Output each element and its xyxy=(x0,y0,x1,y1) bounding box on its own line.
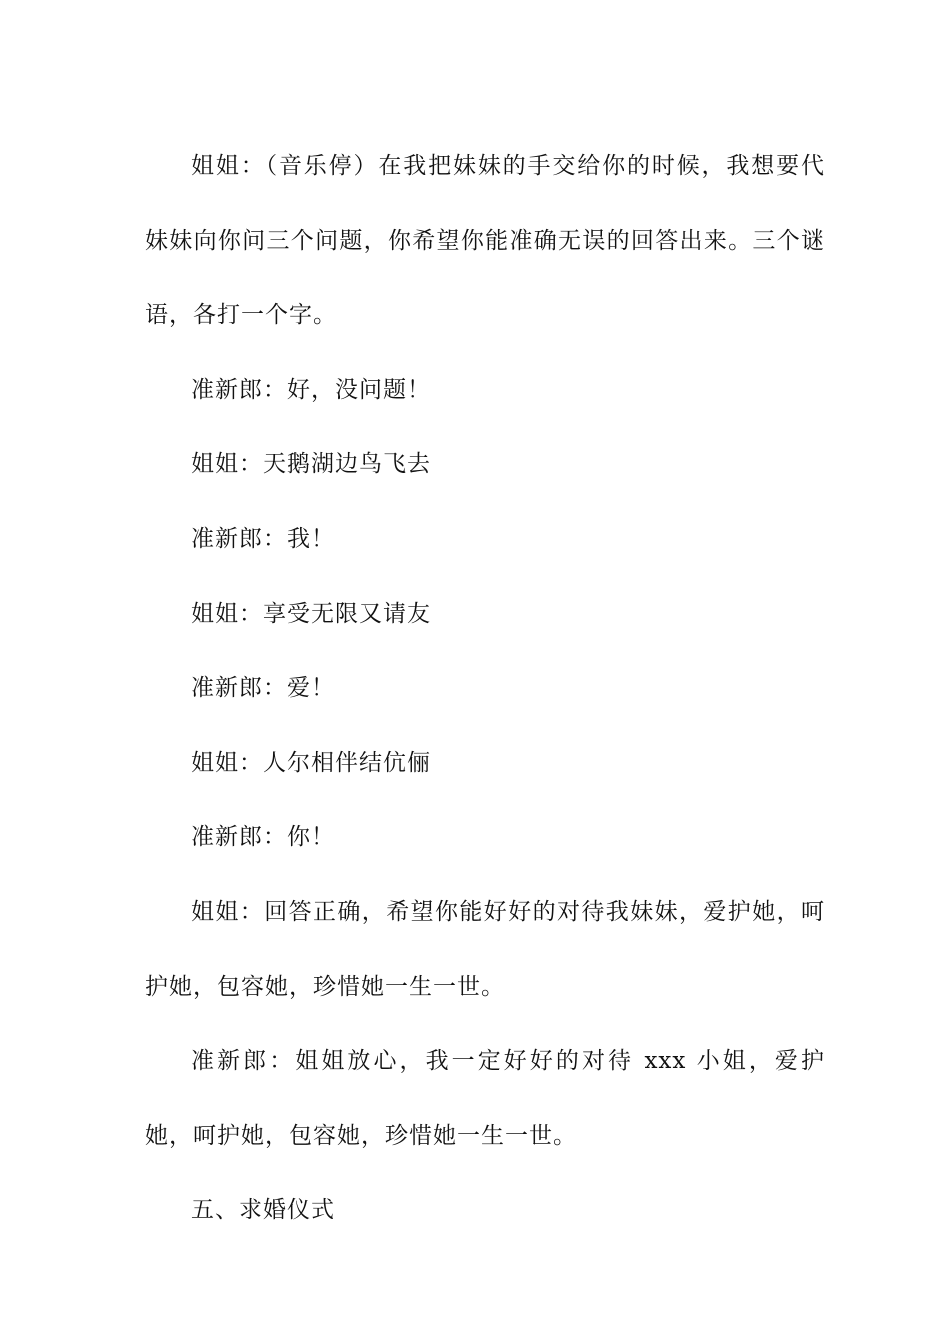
document-body xyxy=(145,129,825,1248)
paragraph-sister-blessing: 姐姐：回答正确，希望你能好好的对待我妹妹，爱护她，呵护她，包容她，珍惜她一生一世。 xyxy=(145,898,825,1000)
paragraph-riddle-1: 姐姐：天鹅湖边鸟飞去 xyxy=(191,451,431,478)
paragraph-groom-promise: 准新郎：姐姐放心，我一定好好的对待 xxx 小姐，爱护她，呵护她，包容她，珍惜她一生一世。 xyxy=(145,1048,825,1149)
paragraph-answer-1: 准新郎：我！ xyxy=(191,525,335,552)
paragraph-answer-3: 准新郎：你！ xyxy=(191,824,335,851)
paragraph-sister-questions: 姐姐：（音乐停）在我把妹妹的手交给你的时候，我想要代妹妹向你问三个问题，你希望你能准确无误的回答出来。三个谜语，各打一个字。 xyxy=(145,153,825,329)
section-heading-proposal: 五、求婚仪式 xyxy=(191,1197,335,1224)
paragraph-groom-reply-ok: 准新郎：好，没问题！ xyxy=(191,376,431,403)
paragraph-riddle-3: 姐姐：人尔相伴结伉俪 xyxy=(191,749,431,776)
paragraph-answer-2: 准新郎：爱！ xyxy=(191,675,335,702)
paragraph-riddle-2: 姐姐：享受无限又请友 xyxy=(191,600,431,627)
